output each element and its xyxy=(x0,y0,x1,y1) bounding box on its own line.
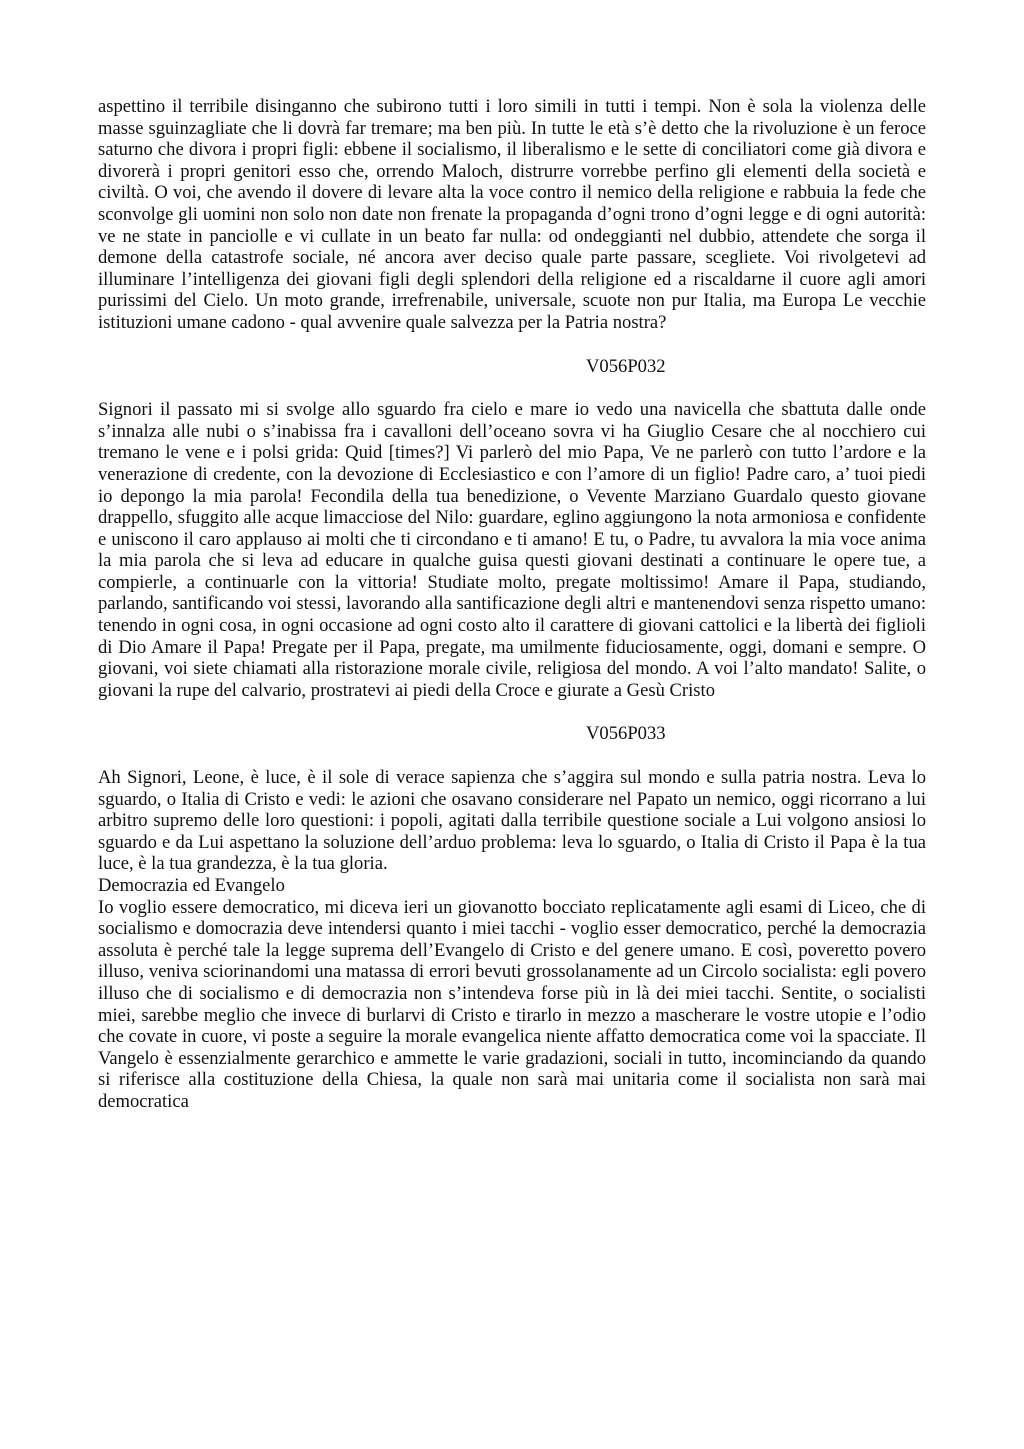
paragraph-intro: aspettino il terribile disinganno che subirono tutti i loro simili in tutti i tempi. Non è sola la violenza delle masse sguinzagliate che li dovrà far tremare; ma ben più. In tutte le età s’è detto che la rivoluzione è un feroce saturno che divora i propri figli: ebbene il socialismo, il liberalismo e le sette di conciliatori come già divora e divorerà i propri genitori esso che, orrendo Maloch, distrurre vorrebbe perfino gli elementi della società e civiltà. O voi, che avendo il dovere di levare alta la voce contro il nemico della religione e rabbuia la fede che sconvolge gli uomini non solo non date non frenate la propaganda d’ogni trono d’ogni legge e di ogni autorità: ve ne state in panciolle e vi cullate in un beato far nulla: od ondeggianti nel dubbio, attendete che sorga il demone della catastrofe sociale, né ancora aver deciso quale parte passare, scegliete. Voi rivolgetevi ad illuminare l’intelligenza dei giovani figli degli splendori della religione ed a riscaldarne il cuore agli amori purissimi del Cielo. Un moto grande, irrefrenabile, universale, scuote non pur Italia, ma Europa Le vecchie istituzioni umane cadono - qual avvenire quale salvezza per la Patria nostra? xyxy=(98,96,926,333)
document-page xyxy=(98,96,926,1113)
paragraph-leone: Ah Signori, Leone, è luce, è il sole di verace sapienza che s’aggira sul mondo e sulla patria nostra. Leva lo sguardo, o Italia di Cristo e vedi: le azioni che osavano considerare nel Papato un nemico, oggi ricorrano a lui arbitro supremo delle loro questioni: i popoli, agitati dalla terribile questione sociale a Lui volgono ansiosi lo sguardo e da Lui aspettano la soluzione dell’arduo problema: leva lo sguardo, o Italia di Cristo il Papa è la tua luce, è la tua grandezza, è la tua gloria. xyxy=(98,767,926,875)
paragraph-democrazia: Io voglio essere democratico, mi diceva ieri un giovanotto bocciato replicatamente agli esami di Liceo, che di socialismo e domocrazia deve intendersi quanto i miei tacchi - voglio esser democratico, perché la democrazia assoluta è perché tale la legge suprema dell’Evangelo di Cristo e del genere umano. E così, poveretto povero illuso, veniva sciorinandomi una matassa di errori bevuti grossolanamente ad un Circolo socialista: egli povero illuso che di socialismo e di democrazia non s’intendeva forse più in là dei miei tacchi. Sentite, o socialisti miei, sarebbe meglio che invece di burlarvi di Cristo e tirarlo in mezzo a mascherare le vostre utopie e l’odio che covate in cuore, vi poste a seguire la morale evangelica niente affatto democratica come voi la spacciate. Il Vangelo è essenzialmente gerarchico e ammette le varie gradazioni, sociali in tutto, incominciando da quando si riferisce alla costituzione della Chiesa, la quale non sarà mai unitaria come il socialista non sarà mai democratica xyxy=(98,896,926,1112)
paragraph-papa: Signori il passato mi si svolge allo sguardo fra cielo e mare io vedo una navicella che sbattuta dalle onde s’innalza alle nubi o s’inabissa fra i cavalloni dell’oceano sovra vi ha Giuglio Cesare che al nocchiero cui tremano le vene e i polsi grida: Quid [times?] Vi parlerò del mio Papa, Ve ne parlerò con tutto l’ardore e la venerazione di credente, con la devozione di Ecclesiastico e con l’amore di un figlio! Padre caro, a’ tuoi piedi io depongo la mia parola! Fecondila della tua benedizione, o Vevente Marziano Guardalo questo giovane drappello, sfuggito alle acque limacciose del Nilo: guardare, eglino aggiungono la nota armoniosa e confidente e uniscono il caro applauso ai molti che ti circondano e ti amano! E tu, o Padre, tu avvalora la mia voce anima la mia parola che si leva ad educare in qualche guisa questi giovani destinati a continuare le opere tue, a compierle, a continuarle con la vittoria! Studiate molto, pregate moltissimo! Amare il Papa, studiando, parlando, santificando voi stessi, lavorando alla santificazione degli altri e mantenendovi senza rispetto umano: tenendo in ogni cosa, in ogni occasione ad ogni costo alto il carattere di giovani cattolici e la libertà dei figlioli di Dio Amare il Papa! Pregate per il Papa, pregate, ma umilmente fiduciosamente, oggi, domani e sempre. O giovani, voi siete chiamati alla ristorazione morale civile, religiosa del mondo. A voi l’alto mandato! Salite, o giovani la rupe del calvario, prostratevi ai piedi della Croce e giurate a Gesù Cristo xyxy=(98,399,926,701)
page-number-marker: V056P032 xyxy=(586,355,666,377)
section-heading: Democrazia ed Evangelo xyxy=(98,875,285,896)
page-number-marker: V056P033 xyxy=(586,723,666,745)
